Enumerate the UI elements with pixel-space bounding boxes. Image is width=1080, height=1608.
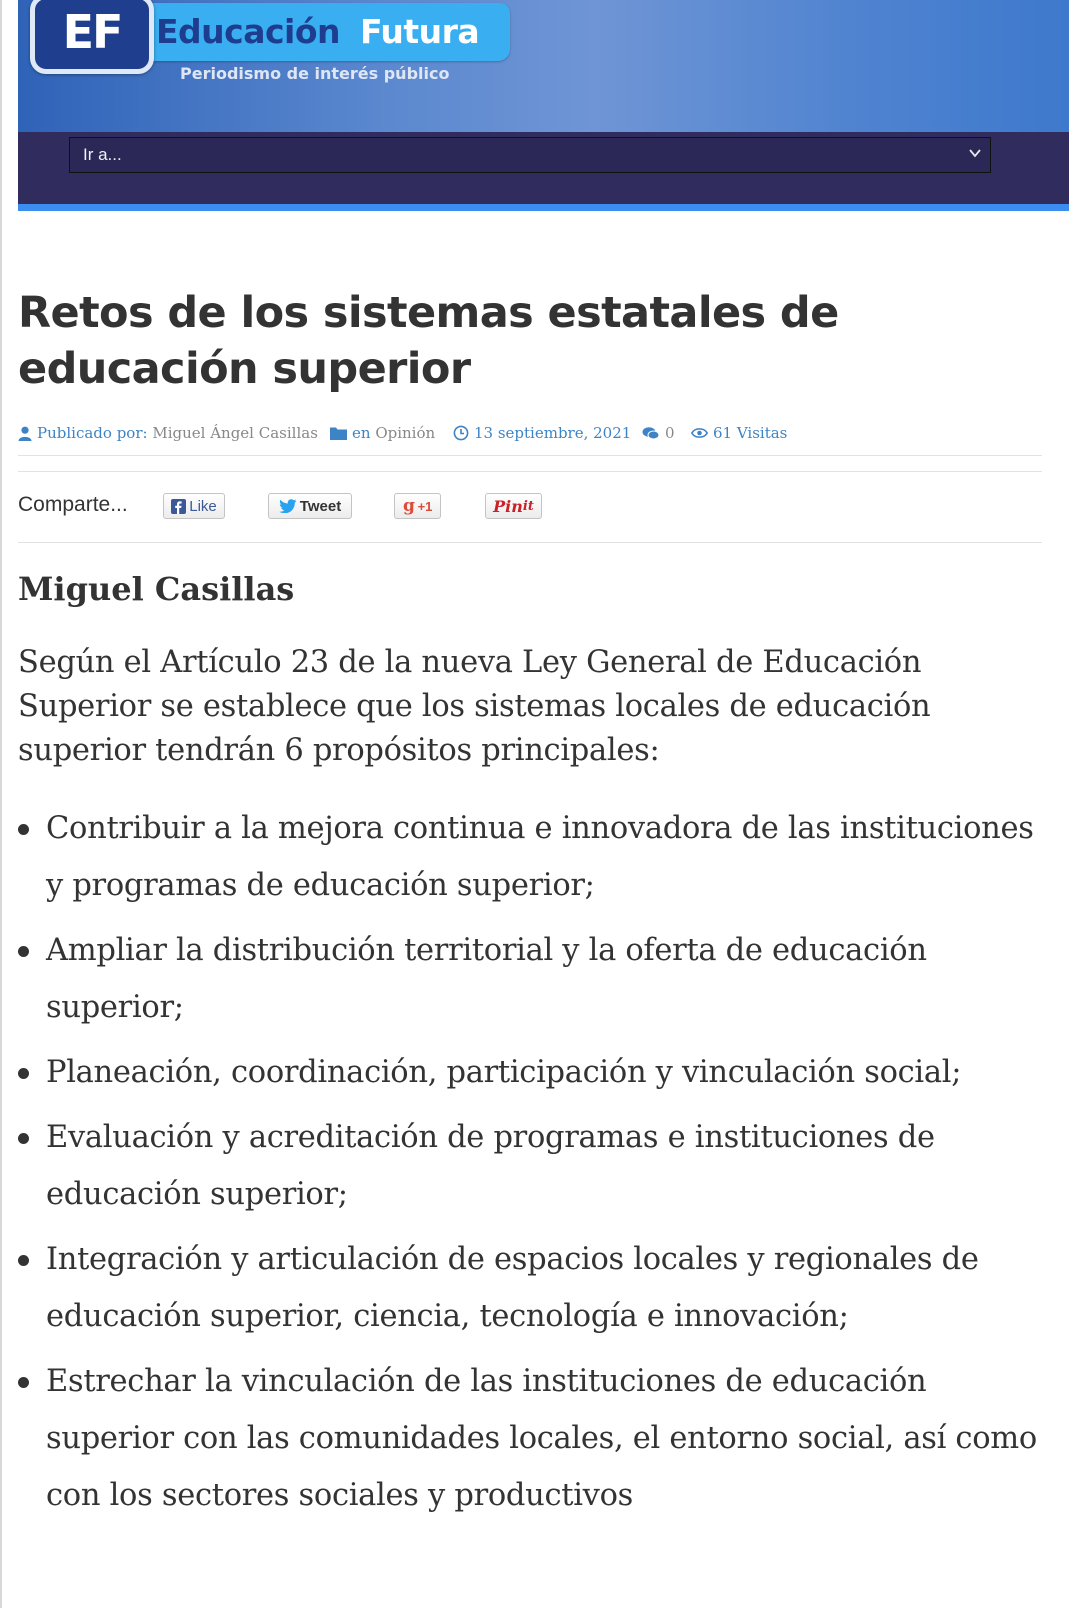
meta-comments-count: 0 (665, 424, 675, 442)
list-item-text: Integración y articulación de espacios locales y regionales de educación superior, ciencia, tecnología e innovación; (46, 1242, 979, 1334)
nav-accent-stripe (18, 204, 1069, 211)
svg-text:g: g (402, 497, 415, 515)
clock-icon (453, 425, 469, 441)
meta-category (330, 424, 435, 442)
meta-date (453, 424, 631, 442)
google-plus-one-button[interactable] (394, 493, 441, 519)
logo-word-educacion: Educación (156, 12, 341, 51)
meta-views (691, 424, 787, 442)
list-item-text: Evaluación y acreditación de programas e instituciones de educación superior; (46, 1120, 935, 1212)
nav-bar (18, 132, 1069, 204)
meta-date-text: 13 septiembre, 2021 (474, 424, 632, 442)
logo-wordmark (134, 3, 510, 61)
list-item (18, 922, 1058, 1036)
list-item-text: Estrechar la vinculación de las instituciones de educación superior con las comunidades locales, el entorno social, así como con los sectores sociales y productivos (46, 1364, 1037, 1513)
site-header (18, 0, 1069, 215)
meta-comments[interactable] (642, 424, 675, 442)
meta-views-text: 61 Visitas (713, 424, 788, 442)
article-meta (18, 422, 1058, 448)
divider (18, 542, 1042, 543)
list-item (18, 800, 1058, 914)
list-item (18, 1353, 1058, 1524)
facebook-icon (171, 499, 186, 514)
article-author-heading: Miguel Casillas (18, 570, 295, 608)
page-left-border (0, 0, 2, 1608)
list-item-text: Contribuir a la mejora continua e innovadora de las instituciones y programas de educación superior; (46, 811, 1034, 903)
chevron-down-icon (968, 146, 982, 160)
site-tagline: Periodismo de interés público (180, 64, 450, 83)
share-label: Comparte... (18, 493, 128, 516)
list-item (18, 1109, 1058, 1223)
list-item-text: Ampliar la distribución territorial y la oferta de educación superior; (46, 933, 927, 1025)
meta-author (18, 424, 318, 442)
article-lead-paragraph: Según el Artículo 23 de la nueva Ley General de Educación Superior se establece que los sistemas locales de educación superior tendrán 6 propósitos principales: (18, 645, 931, 768)
twitter-tweet-label: Tweet (299, 497, 342, 515)
meta-category-prefix: en (352, 424, 371, 442)
divider (18, 455, 1042, 456)
bullet-icon (18, 1255, 29, 1266)
pinterest-pin-button[interactable] (485, 493, 542, 519)
meta-published-label: Publicado por: (37, 424, 148, 442)
bullet-icon (18, 824, 29, 835)
folder-icon (330, 426, 347, 440)
list-item-text: Planeación, coordinación, participación y vinculación social; (46, 1055, 962, 1090)
nav-menu-select[interactable] (69, 137, 991, 173)
comments-icon (642, 426, 660, 441)
list-item (18, 1231, 1058, 1345)
eye-icon (691, 427, 708, 439)
twitter-tweet-button[interactable] (268, 493, 352, 519)
facebook-like-label: Like (189, 497, 217, 515)
logo-word-futura: Futura (360, 12, 480, 51)
nav-menu-select-value: Ir a... (83, 145, 122, 164)
google-plus-icon (403, 498, 415, 515)
logo-badge (30, 0, 154, 74)
site-logo[interactable] (30, 0, 510, 95)
pinterest-pin-label: Pin (493, 496, 523, 516)
twitter-bird-icon (279, 499, 297, 513)
bullet-icon (18, 1377, 29, 1388)
logo-badge-text: EF (62, 5, 122, 59)
meta-author-name[interactable]: Miguel Ángel Casillas (152, 424, 318, 442)
google-plus-one-label: +1 (417, 498, 433, 514)
facebook-like-button[interactable] (163, 493, 225, 519)
pinterest-it-label: it (522, 498, 534, 514)
bullet-icon (18, 946, 29, 957)
bullet-icon (18, 1133, 29, 1144)
article-title: Retos de los sistemas estatales de educación superior (18, 288, 839, 394)
divider (18, 471, 1042, 472)
user-icon (18, 426, 32, 441)
purposes-list (18, 800, 1058, 1532)
meta-category-link[interactable]: Opinión (375, 424, 436, 442)
list-item (18, 1044, 1058, 1101)
bullet-icon (18, 1068, 29, 1079)
